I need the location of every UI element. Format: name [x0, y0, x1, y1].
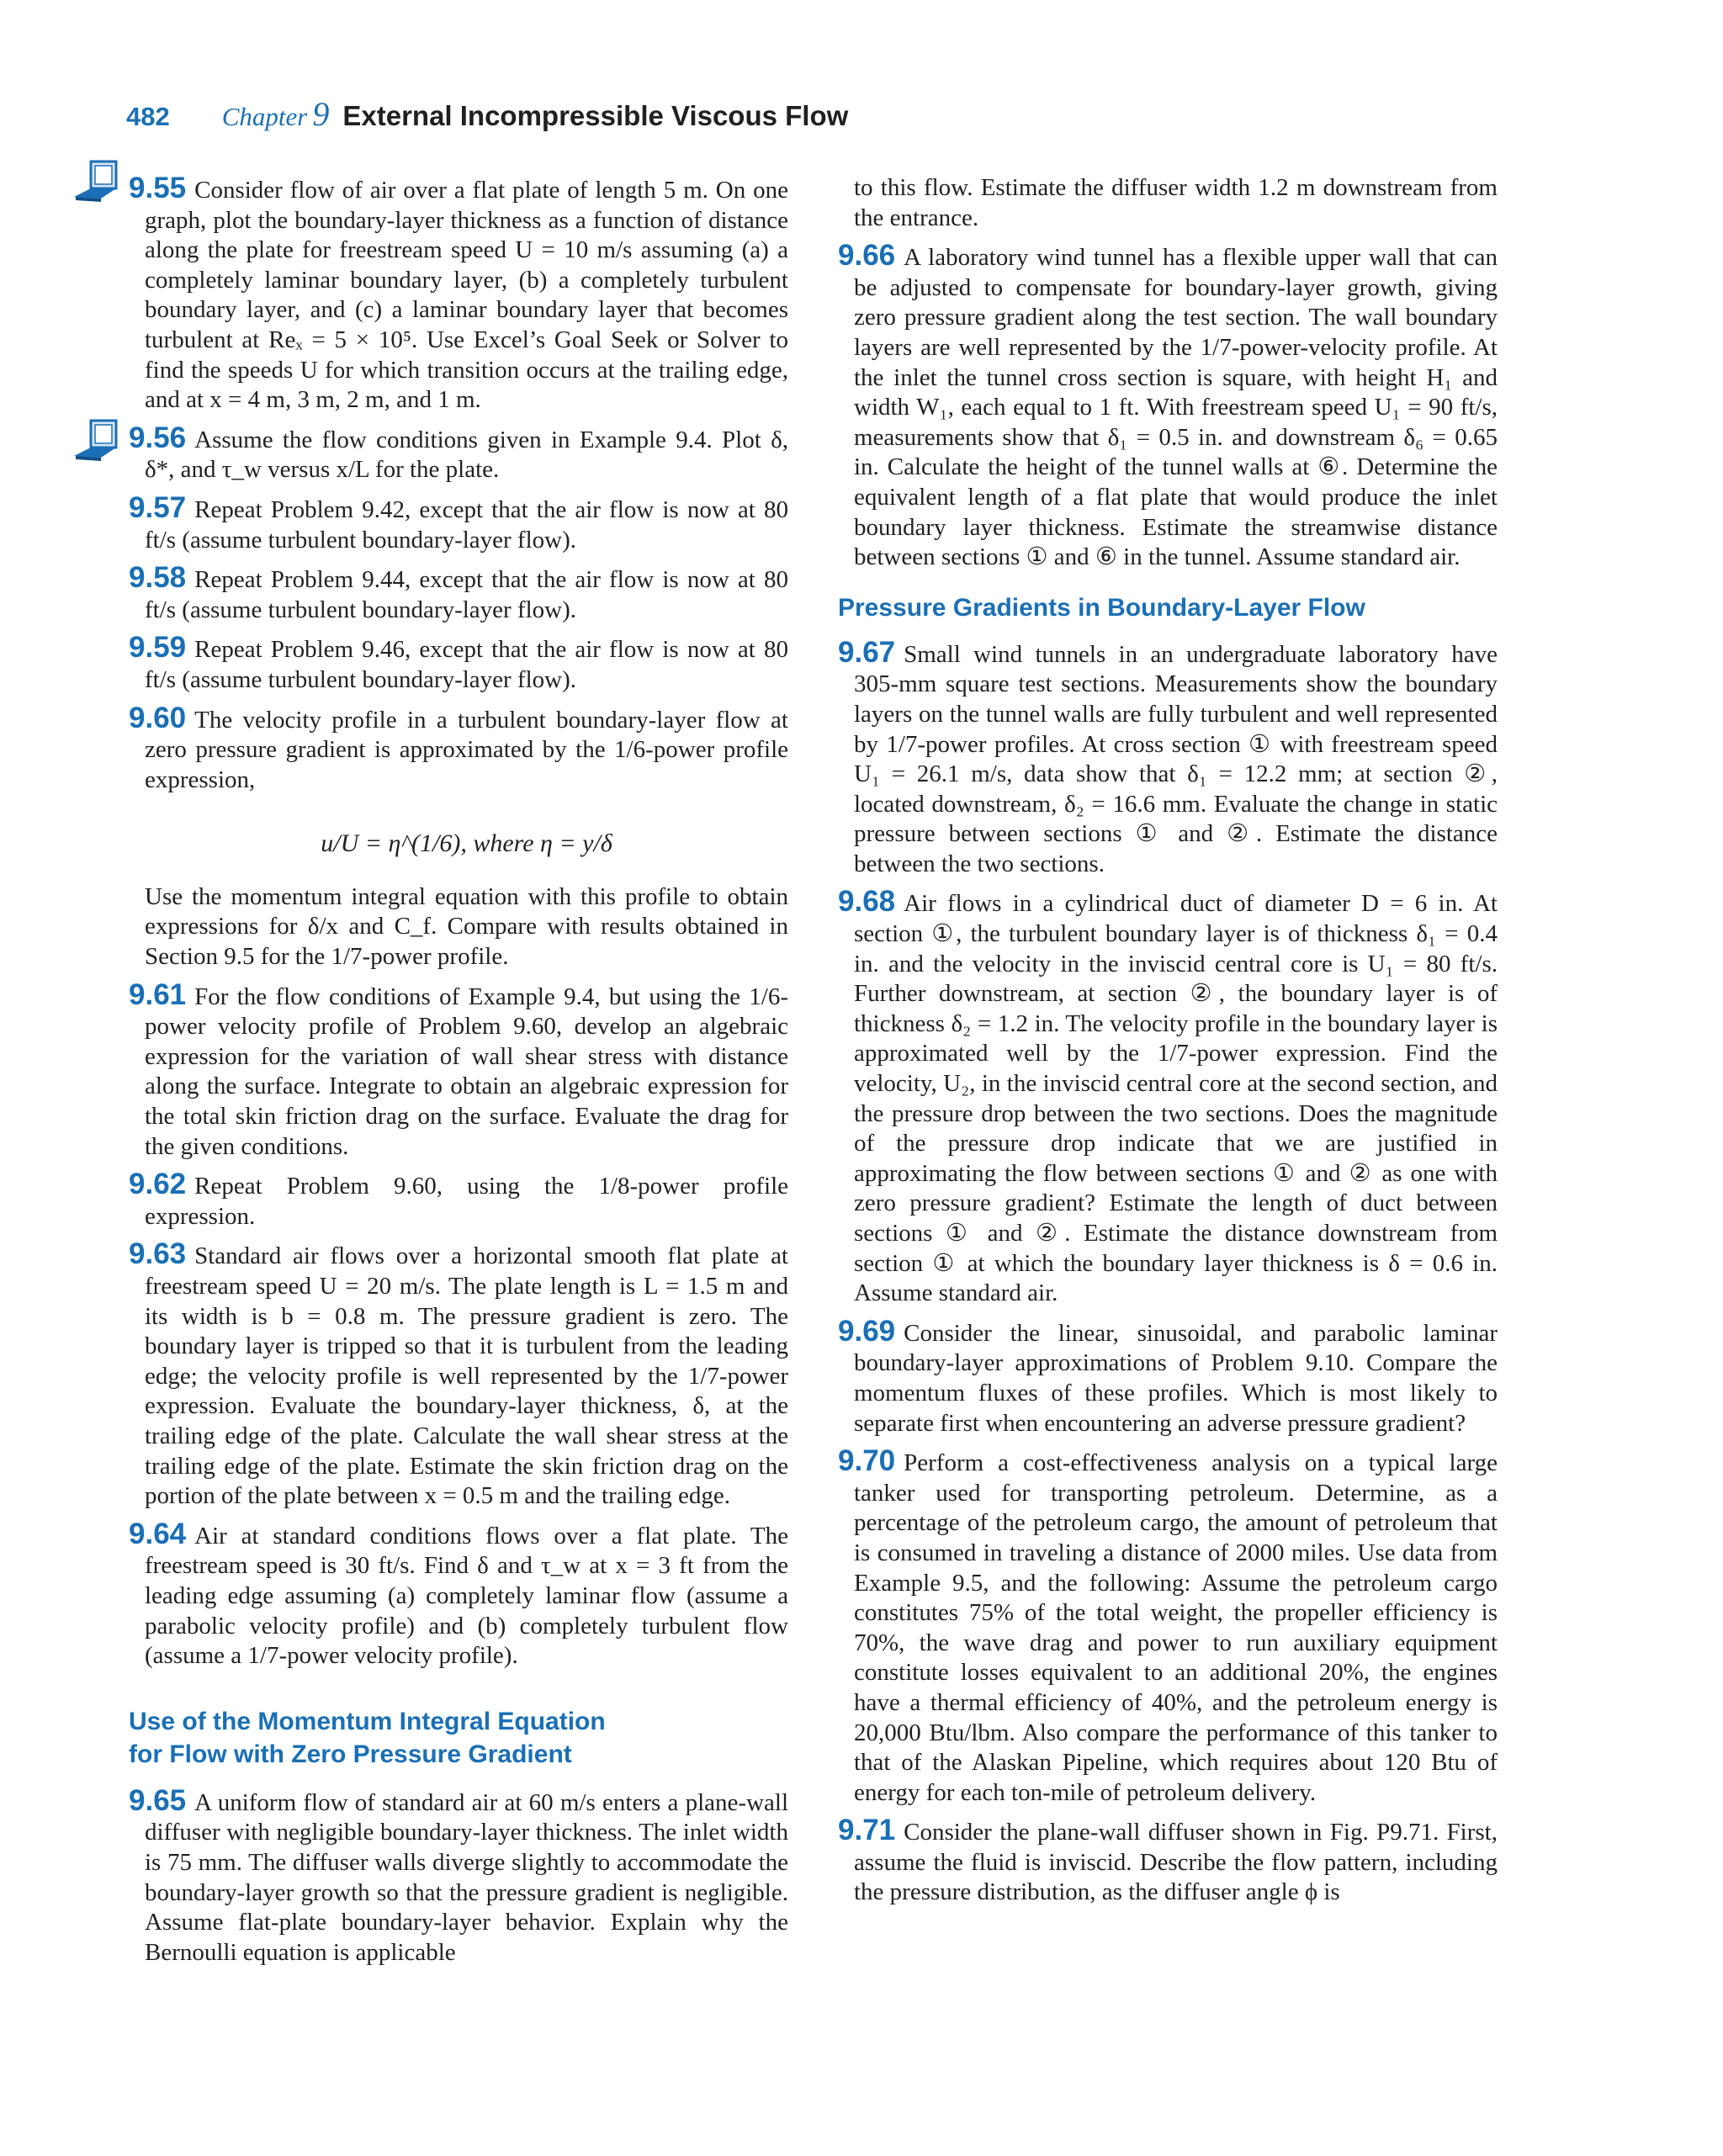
problem-number: 9.60 — [129, 701, 187, 734]
problem-text: Small wind tunnels in an undergraduate laboratory have 305-mm square test sections. Measurements show the boundary layers on the tunnel walls are fully turbulent and well represented by 1/7-power profiles. At cross section ① with freestream speed U₁ = 26.1 m/s, data show that δ₁ = 12.2 mm; at section ②, located downstream, δ₂ = 16.6 mm. Evaluate the change in static pressure between sections ① and ②. Estimate the distance between the two sections. — [854, 640, 1498, 877]
problem-text: Consider the plane-wall diffuser shown in Fig. P9.71. First, assume the fluid is inviscid. Describe the flow pattern, including the pressure distribution, as the diffuser angle ϕ is — [854, 1819, 1498, 1906]
problem-text: Repeat Problem 9.42, except that the air flow is now at 80 ft/s (assume turbulent boundary-layer flow). — [145, 495, 788, 554]
problem-9-66 — [838, 239, 1498, 573]
problem-text: For the flow conditions of Example 9.4, but using the 1/6-power velocity profile of Problem 9.60, develop an algebraic expression for the variation of wall shear stress with distance along the surface. Integrate to obtain an algebraic expression for the total skin friction drag on the surface. Evaluate the drag for the given conditions. — [145, 983, 788, 1160]
problem-number: 9.62 — [129, 1168, 187, 1201]
chapter-title: External Incompressible Viscous Flow — [342, 100, 849, 131]
problem-number: 9.70 — [838, 1444, 896, 1478]
equation-profile: u/U = η^(1/6), where η = y/δ — [321, 829, 612, 858]
problem-9-69 — [838, 1314, 1498, 1438]
section-heading-pressure-gradients: Pressure Gradients in Boundary-Layer Flow — [838, 593, 1365, 622]
problem-9-60 — [129, 701, 788, 796]
problem-number: 9.55 — [129, 172, 187, 204]
problem-9-63 — [129, 1237, 788, 1511]
problem-number: 9.69 — [838, 1314, 896, 1348]
problem-number: 9.56 — [129, 421, 187, 454]
section-heading-line: Use of the Momentum Integral Equation — [129, 1707, 606, 1735]
problem-number: 9.71 — [838, 1814, 896, 1847]
problem-text: A laboratory wind tunnel has a flexible upper wall that can be adjusted to compensate for boundary-layer growth, giving zero pressure gradient along the test section. The wall boundary layers are well represented by the 1/7-power-velocity profile. At the inlet the tunnel cross section is square, with height H₁ and width W₁, each equal to 1 ft. With freestream speed U₁ = 90 ft/s, measurements show that δ₁ = 0.5 in. and downstream δ₆ = 0.65 in. Calculate the height of the tunnel walls at ⑥. Determine the equivalent length of a flat plate that would produce the inlet boundary layer thickness. Estimate the streamwise distance between sections ① and ⑥ in the tunnel. Assume standard air. — [854, 244, 1498, 571]
problem-number: 9.64 — [129, 1517, 187, 1550]
problem-number: 9.66 — [838, 239, 896, 273]
problem-number: 9.68 — [838, 885, 896, 919]
problem-9-56 — [129, 421, 788, 485]
problem-9-64 — [129, 1517, 788, 1671]
right-column — [838, 173, 1498, 1915]
problem-9-71 — [838, 1814, 1498, 1908]
problem-9-65-continued: to this flow. Estimate the diffuser width 1.2 m downstream from the entrance. — [854, 174, 1498, 231]
problem-number: 9.65 — [129, 1783, 187, 1817]
problem-text: Standard air flows over a horizontal smooth flat plate at freestream speed U = 20 m/s. The plate length is L = 1.5 m and its width is b = 0.8 m. The pressure gradient is zero. The boundary layer is tripped so that it is turbulent from the leading edge; the velocity profile is well represented by the 1/7-power expression. Evaluate the boundary-layer thickness, δ, at the trailing edge of the plate. Calculate the wall shear stress at the trailing edge of the plate. Estimate the skin friction drag on the portion of the plate between x = 0.5 m and the trailing edge. — [145, 1242, 788, 1510]
problem-text: Consider the linear, sinusoidal, and parabolic laminar boundary-layer approximations of Problem 9.10. Compare the momentum fluxes of these profiles. Which is most likely to separate first when encountering an adverse pressure gradient? — [854, 1319, 1498, 1437]
problem-text: Repeat Problem 9.60, using the 1/8-power profile expression. — [145, 1173, 788, 1230]
problem-text: Assume the flow conditions given in Example 9.4. Plot δ, δ*, and τ_w versus x/L for the plate. — [145, 426, 788, 484]
problem-text: The velocity profile in a turbulent boundary-layer flow at zero pressure gradient is approximated by the 1/6-power profile expression, — [145, 706, 788, 793]
problem-number: 9.67 — [838, 635, 896, 669]
chapter-label: Chapter — [221, 102, 308, 131]
problem-9-68 — [838, 885, 1498, 1308]
problem-text: Perform a cost-effectiveness analysis on a typical large tanker used for transporting petroleum. Determine, as a percentage of the petroleum cargo, the amount of petroleum that is consumed in traveling a distance of 2000 miles. Use data from Example 9.5, and the following: Assume the petroleum cargo constitutes 75% of the total weight, the propeller efficiency is 70%, the wave drag and power to run auxiliary equipment constitute losses equivalent to an additional 20%, the engines have a thermal efficiency of 40%, and the petroleum energy is 20,000 Btu/lbm. Also compare the performance of this tanker to that of the Alaskan Pipeline, which requires about 120 Btu of energy for each ton-mile of petroleum delivery. — [854, 1449, 1498, 1806]
problem-9-62 — [129, 1168, 788, 1232]
problem-text: Air at standard conditions flows over a flat plate. The freestream speed is 30 ft/s. Find δ and τ_w at x = 3 ft from the leading edge assuming (a) completely laminar flow (assume a parabolic velocity profile) and (b) completely turbulent flow (assume a 1/7-power velocity profile). — [145, 1522, 788, 1670]
problem-text: Repeat Problem 9.44, except that the air flow is now at 80 ft/s (assume turbulent boundary-layer flow). — [145, 566, 788, 623]
problem-9-58 — [129, 561, 788, 625]
chapter-number: 9 — [312, 95, 330, 133]
left-column — [129, 172, 788, 1975]
problem-number: 9.59 — [129, 631, 187, 665]
problem-9-57 — [129, 490, 788, 555]
problem-text: Repeat Problem 9.46, except that the air flow is now at 80 ft/s (assume turbulent boundary-layer flow). — [145, 636, 788, 693]
problem-9-60-continued: Use the momentum integral equation with this profile to obtain expressions for δ/x and C_f. Compare with results obtained in Section 9.5 for the 1/7-power profile. — [145, 882, 788, 971]
section-heading-line: for Flow with Zero Pressure Gradient — [129, 1740, 572, 1768]
laptop-icon — [72, 419, 121, 463]
problem-number: 9.63 — [129, 1237, 187, 1271]
page-header — [126, 94, 848, 138]
problem-text: Consider flow of air over a flat plate of length 5 m. On one graph, plot the boundary-layer thickness as a function of distance along the plate for freestream speed U = 10 m/s assuming (a) a completely laminar boundary layer, (b) a completely turbulent boundary layer, and (c) a laminar boundary layer that becomes turbulent at Reₓ = 5 × 10⁵. Use Excel’s Goal Seek or Solver to find the speeds U for which transition occurs at the trailing edge, and at x = 4 m, 3 m, 2 m, and 1 m. — [145, 177, 788, 414]
problem-number: 9.58 — [129, 561, 187, 595]
section-heading-momentum-integral — [129, 1705, 788, 1771]
problem-text: Air flows in a cylindrical duct of diameter D = 6 in. At section ①, the turbulent boundary layer is of thickness δ₁ = 0.4 in. and the velocity in the inviscid central core is U₁ = 80 ft/s. Further downstream, at section ②, the boundary layer is of thickness δ₂ = 1.2 in. The velocity profile in the boundary layer is approximated well by the 1/7-power expression. Find the velocity, U₂, in the inviscid central core at the second section, and the pressure drop between the two sections. Does the magnitude of the pressure drop indicate that we are justified in approximating the flow between sections ① and ② as one with zero pressure gradient? Estimate the length of duct between sections ① and ②. Estimate the distance downstream from section ① at which the boundary layer thickness is δ = 0.6 in. Assume standard air. — [854, 890, 1498, 1307]
problem-text: A uniform flow of standard air at 60 m/s enters a plane-wall diffuser with negligible boundary-layer thickness. The inlet width is 75 mm. The diffuser walls diverge slightly to accommodate the boundary-layer growth so that the pressure gradient is negligible. Assume flat-plate boundary-layer behavior. Explain why the Bernoulli equation is applicable — [145, 1788, 788, 1966]
page-number: 482 — [126, 102, 170, 131]
problem-9-65 — [129, 1783, 788, 1968]
problem-9-59 — [129, 631, 788, 695]
laptop-icon — [72, 160, 121, 204]
problem-9-55 — [129, 172, 788, 416]
problem-number: 9.57 — [129, 490, 187, 524]
problem-number: 9.61 — [129, 977, 187, 1011]
problem-9-61 — [129, 977, 788, 1163]
problem-9-67 — [838, 635, 1498, 880]
problem-9-70 — [838, 1444, 1498, 1808]
